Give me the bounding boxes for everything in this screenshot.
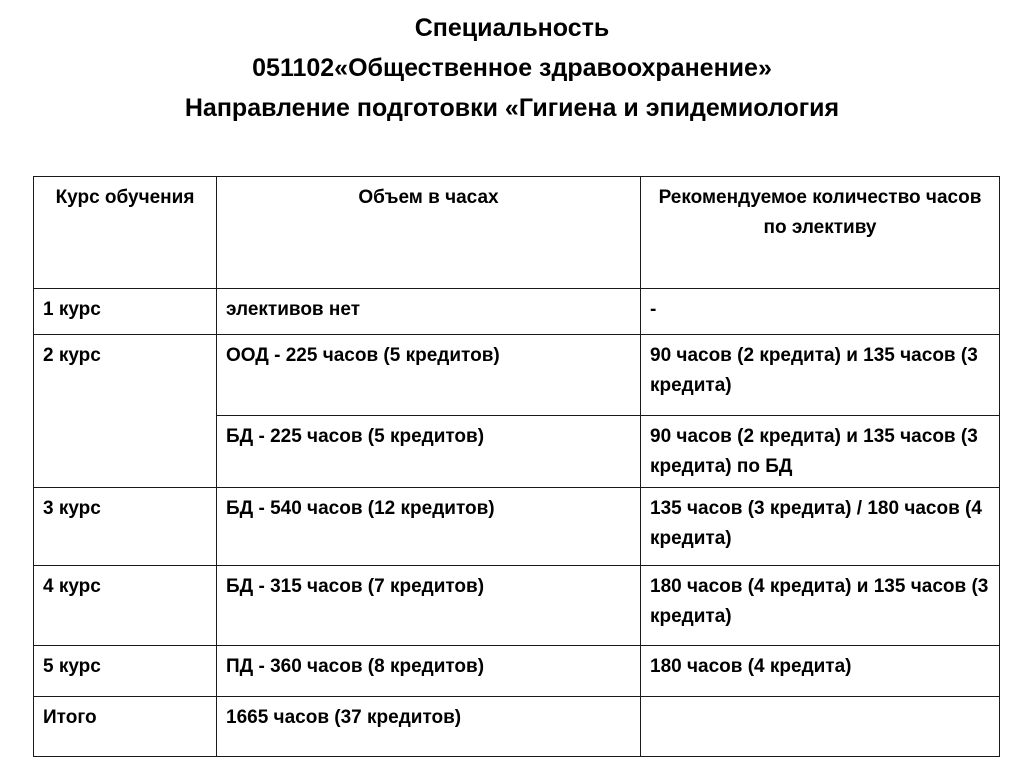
cell-course: 1 курс bbox=[34, 289, 217, 335]
cell-course: 4 курс bbox=[34, 566, 217, 646]
cell-volume: ПД - 360 часов (8 кредитов) bbox=[217, 646, 641, 697]
cell-recommended: 90 часов (2 кредита) и 135 часов (3 кредита) по БД bbox=[641, 416, 1000, 488]
header-course: Курс обучения bbox=[34, 177, 217, 289]
title-specialty-label: Специальность bbox=[414, 14, 610, 42]
cell-volume: БД - 225 часов (5 кредитов) bbox=[217, 416, 641, 488]
cell-recommended: 180 часов (4 кредита) и 135 часов (3 кредита) bbox=[641, 566, 1000, 646]
cell-volume: БД - 315 часов (7 кредитов) bbox=[217, 566, 641, 646]
cell-course: 5 курс bbox=[34, 646, 217, 697]
cell-recommended bbox=[641, 697, 1000, 757]
cell-volume: 1665 часов (37 кредитов) bbox=[217, 697, 641, 757]
header-volume: Объем в часах bbox=[217, 177, 641, 289]
cell-course: Итого bbox=[34, 697, 217, 757]
title-training-direction: Направление подготовки «Гигиена и эпидемиология bbox=[184, 94, 840, 122]
cell-course: 3 курс bbox=[34, 488, 217, 566]
cell-recommended: 180 часов (4 кредита) bbox=[641, 646, 1000, 697]
cell-volume: элективов нет bbox=[217, 289, 641, 335]
title-specialty-code: 051102«Общественное здравоохранение» bbox=[252, 54, 772, 82]
cell-recommended: 90 часов (2 кредита) и 135 часов (3 кредита) bbox=[641, 335, 1000, 416]
table-row bbox=[34, 289, 1000, 335]
table-total-row bbox=[34, 697, 1000, 757]
table-row bbox=[34, 488, 1000, 566]
cell-recommended: - bbox=[641, 289, 1000, 335]
cell-volume: ООД - 225 часов (5 кредитов) bbox=[217, 335, 641, 416]
header-recommended: Рекомендуемое количество часов по элективу bbox=[641, 177, 1000, 289]
cell-volume: БД - 540 часов (12 кредитов) bbox=[217, 488, 641, 566]
slide-title bbox=[0, 8, 1024, 128]
elective-hours-table bbox=[33, 176, 1000, 757]
table-header-row bbox=[34, 177, 1000, 289]
cell-recommended: 135 часов (3 кредита) / 180 часов (4 кредита) bbox=[641, 488, 1000, 566]
table-row bbox=[34, 646, 1000, 697]
table-row bbox=[34, 566, 1000, 646]
cell-course: 2 курс bbox=[34, 335, 217, 488]
table-row bbox=[34, 335, 1000, 416]
